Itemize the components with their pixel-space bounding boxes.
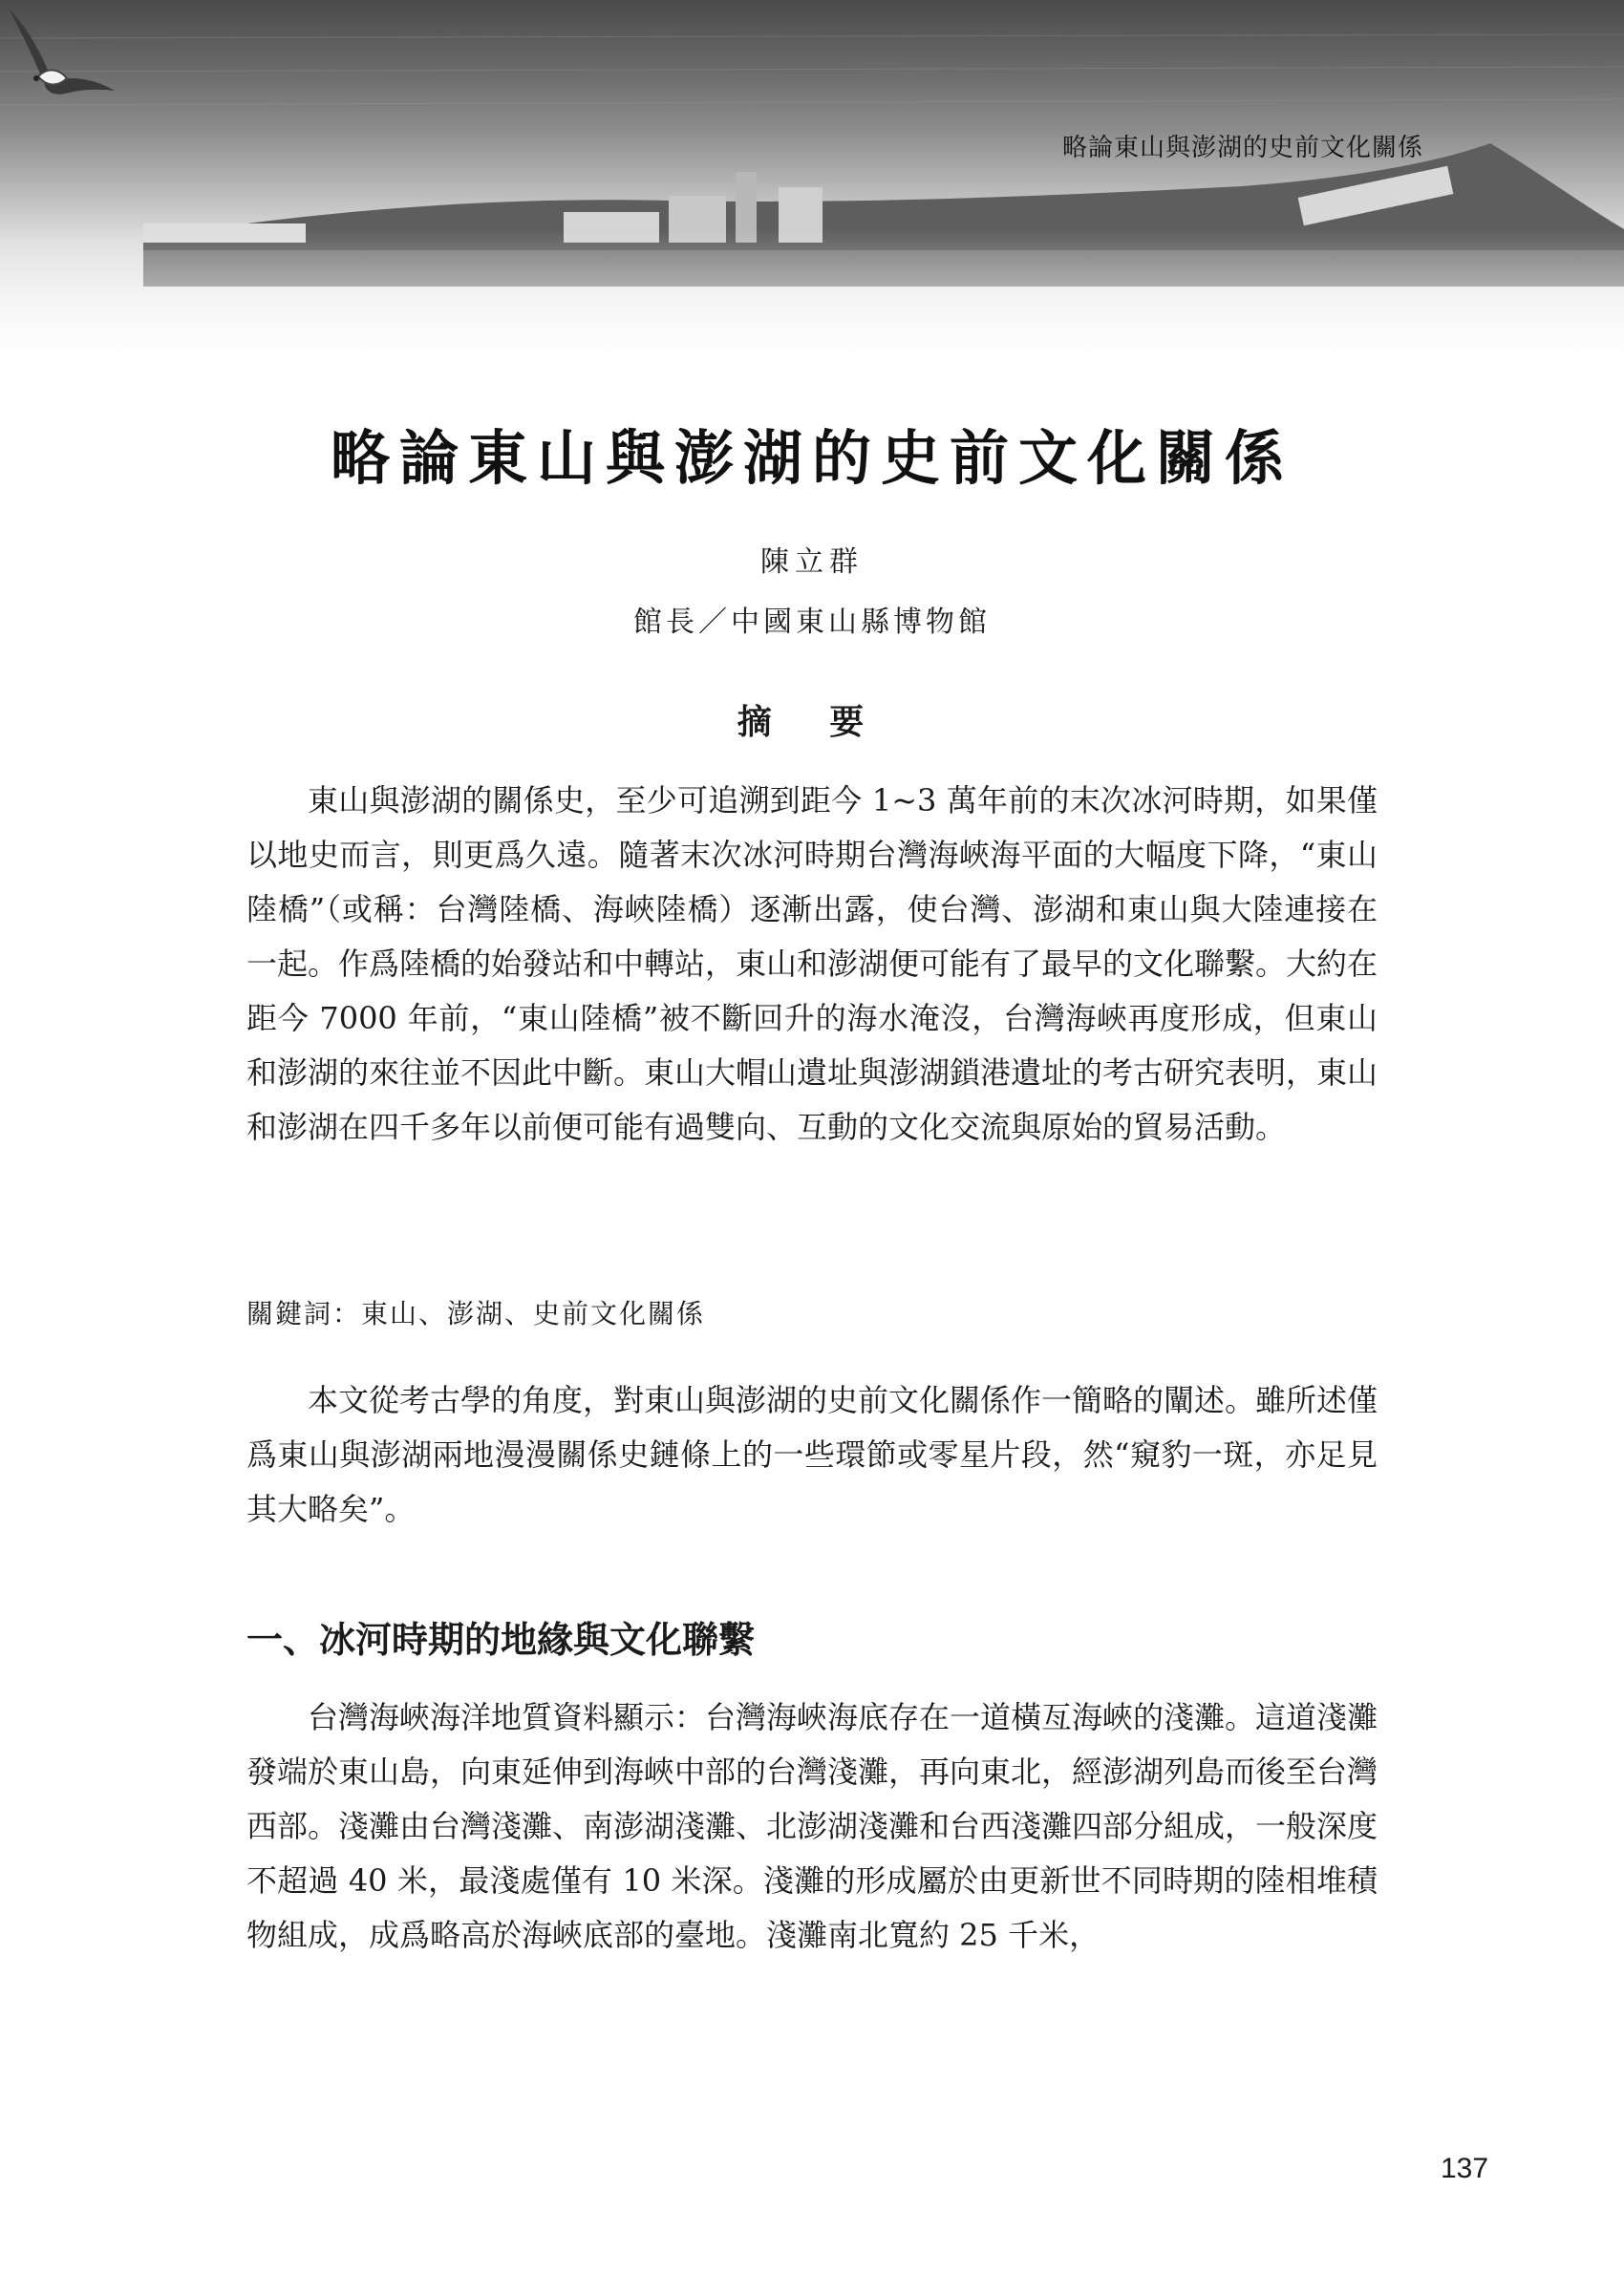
section-1-paragraph: 台灣海峽海洋地質資料顯示：台灣海峽海底存在一道橫亙海峽的淺灘。這道淺灘發端於東山島，向東延伸到海峽中部的台灣淺灘，再向東北，經澎湖列島而後至台灣西部。淺灘由台灣淺灘、南澎湖淺灘、北澎湖淺灘和台西淺灘四部分組成，一般深度不超過 40 米，最淺處僅有 10 米深。淺灘的形成屬於由更新世不同時期的陸相堆積物組成，成爲略高於海峽底部的臺地。淺灘南北寬約 25 千米，: [246, 1699, 1378, 1953]
header-banner-photo: [0, 0, 1624, 382]
seagull-icon: [0, 0, 124, 105]
section-1-heading: 一、冰河時期的地緣與文化聯繫: [246, 1618, 756, 1661]
intro-paragraph: 本文從考古學的角度，對東山與澎湖的史前文化關係作一簡略的闡述。雖所述僅爲東山與澎湖兩地漫漫關係史鏈條上的一些環節或零星片段，然“窺豹一斑，亦足見其大略矣”。: [246, 1382, 1378, 1527]
abstract-heading: 摘 要: [737, 702, 887, 742]
page-number: 137: [1441, 2153, 1489, 2184]
author-affiliation: 館長／中國東山縣博物館: [633, 606, 991, 639]
running-header-title: 略論東山與澎湖的史前文化關係: [1061, 134, 1423, 162]
coastline-illustration: [0, 0, 1624, 382]
abstract-paragraph: 東山與澎湖的關係史，至少可追溯到距今 1~3 萬年前的末次冰河時期，如果僅以地史而言，則更爲久遠。隨著末次冰河時期台灣海峽海平面的大幅度下降，“東山陸橋”（或稱：台灣陸橋、海峽陸橋）逐漸出露，使台灣、澎湖和東山與大陸連接在一起。作爲陸橋的始發站和中轉站，東山和澎湖便可能有了最早的文化聯繫。大約在距今 7000 年前，“東山陸橋”被不斷回升的海水淹沒，台灣海峽再度形成，但東山和澎湖的來往並不因此中斷。東山大帽山遺址與澎湖鎖港遺址的考古研究表明，東山和澎湖在四千多年以前便可能有過雙向、互動的文化交流與原始的貿易活動。: [246, 782, 1378, 1145]
author-name: 陳立群: [760, 545, 864, 579]
keywords-line: 關鍵詞：東山、澎湖、史前文化關係: [246, 1298, 706, 1329]
article-title: 略論東山與澎湖的史前文化關係: [330, 423, 1293, 493]
